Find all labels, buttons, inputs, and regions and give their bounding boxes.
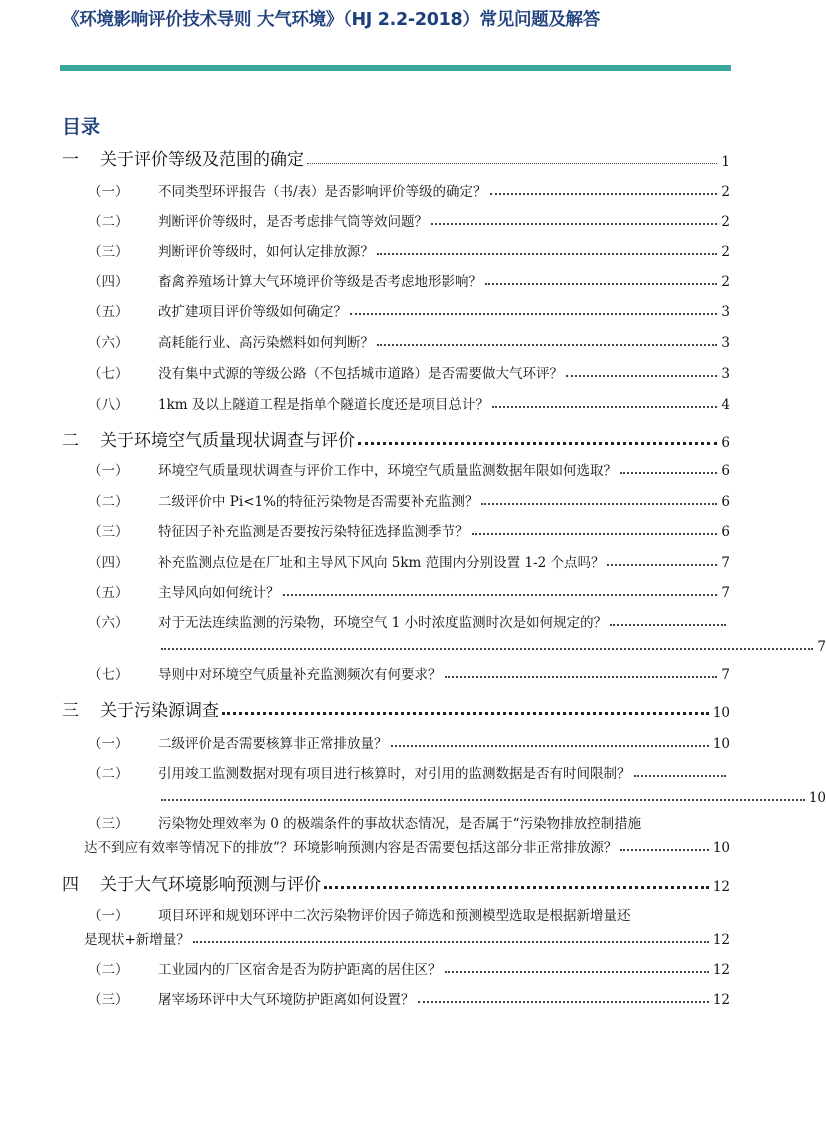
dot-leader [492, 406, 718, 408]
dot-leader [445, 971, 709, 973]
dot-leader [161, 648, 813, 650]
page-number: 6 [721, 463, 730, 479]
dot-leader [324, 886, 709, 889]
entry-title: 环境空气质量现状调查与评价工作中，环境空气质量监测数据年限如何选取？ [158, 463, 617, 479]
entry-label: （三） [88, 816, 129, 832]
toc-entry[interactable] [62, 490, 730, 510]
section-number: 二 [62, 431, 79, 451]
toc-section[interactable] [62, 146, 730, 170]
toc-entry-continuation[interactable] [62, 786, 826, 806]
entry-title: 没有集中式源的等级公路（不包括城市道路）是否需要做大气环评？ [158, 366, 563, 382]
entry-label: （一） [88, 736, 129, 752]
dot-leader [566, 375, 717, 377]
page-number: 10 [712, 705, 730, 721]
entry-title: 导则中对环境空气质量补充监测频次有何要求？ [158, 667, 442, 683]
toc-section[interactable] [62, 427, 730, 451]
entry-label: （五） [88, 585, 129, 601]
entry-title: 工业园内的厂区宿舍是否为防护距离的居住区？ [158, 962, 442, 978]
entry-label: （三） [88, 244, 129, 260]
entry-label: （四） [88, 274, 129, 290]
toc-entry[interactable] [62, 762, 730, 782]
entry-label: （三） [88, 992, 129, 1008]
entry-label: （一） [88, 908, 129, 924]
entry-title: 高耗能行业、高污染燃料如何判断？ [158, 335, 374, 351]
entry-label: （二） [88, 494, 129, 510]
entry-label: （七） [88, 366, 129, 382]
section-number: 四 [62, 875, 79, 895]
entry-label: （五） [88, 304, 129, 320]
entry-title: 改扩建项目评价等级如何确定？ [158, 304, 347, 320]
entry-title: 屠宰场环评中大气环境防护距离如何设置？ [158, 992, 415, 1008]
toc-entry[interactable] [62, 904, 730, 924]
header-divider [60, 65, 731, 71]
toc-entry[interactable] [62, 581, 730, 601]
toc-entry[interactable] [62, 331, 730, 351]
dot-leader [391, 745, 709, 747]
page-number: 2 [721, 184, 730, 200]
toc-entry[interactable] [62, 180, 730, 200]
toc-entry[interactable] [62, 812, 730, 832]
dot-leader [358, 442, 717, 445]
dot-leader [485, 283, 717, 285]
page-number: 6 [721, 524, 730, 540]
dot-leader [283, 594, 718, 596]
entry-title: 二级评价中 Pi<1%的特征污染物是否需要补充监测？ [158, 494, 479, 510]
toc-heading: 目录 [62, 116, 101, 138]
entry-title: 1km 及以上隧道工程是指单个隧道长度还是项目总计？ [158, 397, 489, 413]
toc-entry[interactable] [62, 520, 730, 540]
toc-entry[interactable] [62, 300, 730, 320]
entry-label: （六） [88, 335, 129, 351]
toc-entry[interactable] [62, 958, 730, 978]
page-number: 2 [721, 244, 730, 260]
toc-entry[interactable] [62, 663, 730, 683]
dot-leader [377, 344, 717, 346]
toc-entry[interactable] [62, 611, 730, 631]
entry-title: 主导风向如何统计？ [158, 585, 280, 601]
page-number: 12 [712, 992, 730, 1008]
entry-title: 项目环评和规划环评中二次污染物评价因子筛选和预测模型选取是根据新增量还 [158, 908, 631, 924]
toc-section[interactable] [62, 697, 730, 721]
toc-entry-continuation[interactable] [84, 928, 730, 948]
page-number: 10 [712, 736, 730, 752]
entry-label: （二） [88, 962, 129, 978]
page-number: 2 [721, 214, 730, 230]
page-number: 12 [712, 962, 730, 978]
dot-leader [620, 849, 708, 851]
dot-leader [634, 775, 727, 777]
page-number: 3 [721, 366, 730, 382]
entry-label: （四） [88, 555, 129, 571]
toc-entry-continuation[interactable] [84, 836, 730, 856]
document-title: 《环境影响评价技术导则 大气环境》（HJ 2.2-2018）常见问题及解答 [62, 10, 600, 30]
toc-entry[interactable] [62, 459, 730, 479]
entry-label: （七） [88, 667, 129, 683]
page-number: 1 [721, 154, 730, 170]
entry-label: （二） [88, 766, 129, 782]
page-number: 7 [817, 639, 826, 655]
toc-entry[interactable] [62, 551, 730, 571]
entry-title: 二级评价是否需要核算非正常排放量？ [158, 736, 388, 752]
page-number: 6 [721, 494, 730, 510]
entry-title: 对于无法连续监测的污染物，环境空气 1 小时浓度监测时次是如何规定的？ [158, 615, 608, 631]
page-number: 7 [721, 555, 730, 571]
dot-leader [161, 799, 805, 801]
page-number: 4 [721, 397, 730, 413]
entry-label: （八） [88, 397, 129, 413]
entry-title: 特征因子补充监测是否要按污染特征选择监测季节？ [158, 524, 469, 540]
toc-entry[interactable] [62, 393, 730, 413]
dot-leader [307, 163, 717, 164]
entry-title: 判断评价等级时，是否考虑排气筒等效问题？ [158, 214, 428, 230]
entry-title: 不同类型环评报告（书/表）是否影响评价等级的确定？ [158, 184, 487, 200]
page-number: 3 [721, 304, 730, 320]
dot-leader [222, 712, 709, 715]
page-number: 6 [721, 435, 730, 451]
toc-section[interactable] [62, 871, 730, 895]
entry-title-continued: 是现状+新增量？ [84, 932, 190, 948]
toc-entry-continuation[interactable] [62, 635, 826, 655]
section-number: 一 [62, 150, 79, 170]
section-title: 关于评价等级及范围的确定 [100, 150, 304, 170]
page-number: 12 [712, 879, 730, 895]
dot-leader [418, 1001, 709, 1003]
page-number: 2 [721, 274, 730, 290]
toc-entry[interactable] [62, 270, 730, 290]
entry-title: 畜禽养殖场计算大气环境评价等级是否考虑地形影响？ [158, 274, 482, 290]
section-title: 关于大气环境影响预测与评价 [100, 875, 321, 895]
entry-title-continued: 达不到应有效率等情况下的排放”？环境影响预测内容是否需要包括这部分非正常排放源？ [84, 840, 618, 856]
dot-leader [620, 472, 717, 474]
page-number: 7 [721, 667, 730, 683]
entry-label: （六） [88, 615, 129, 631]
entry-label: （三） [88, 524, 129, 540]
entry-label: （二） [88, 214, 129, 230]
dot-leader [490, 193, 718, 195]
dot-leader [350, 313, 717, 315]
entry-label: （一） [88, 463, 129, 479]
section-title: 关于环境空气质量现状调查与评价 [100, 431, 355, 451]
toc-entry[interactable] [62, 240, 730, 260]
section-number: 三 [62, 701, 79, 721]
toc-entry[interactable] [62, 362, 730, 382]
page-number: 12 [712, 932, 730, 948]
dot-leader [610, 624, 726, 626]
toc-entry[interactable] [62, 988, 730, 1008]
toc-entry[interactable] [62, 732, 730, 752]
section-title: 关于污染源调查 [100, 701, 219, 721]
dot-leader [472, 533, 718, 535]
dot-leader [607, 564, 717, 566]
entry-title: 判断评价等级时，如何认定排放源？ [158, 244, 374, 260]
page-number: 7 [721, 585, 730, 601]
entry-title: 补充监测点位是在厂址和主导风下风向 5km 范围内分别设置 1-2 个点吗？ [158, 555, 605, 571]
dot-leader [377, 253, 717, 255]
toc-entry[interactable] [62, 210, 730, 230]
page-number: 10 [712, 840, 730, 856]
dot-leader [481, 503, 717, 505]
page-number: 3 [721, 335, 730, 351]
page-number: 10 [808, 790, 826, 806]
entry-label: （一） [88, 184, 129, 200]
entry-title: 污染物处理效率为 0 的极端条件的事故状态情况，是否属于“污染物排放控制措施 [158, 816, 642, 832]
entry-title: 引用竣工监测数据对现有项目进行核算时，对引用的监测数据是否有时间限制？ [158, 766, 631, 782]
dot-leader [445, 676, 718, 678]
dot-leader [193, 941, 709, 943]
dot-leader [431, 223, 717, 225]
